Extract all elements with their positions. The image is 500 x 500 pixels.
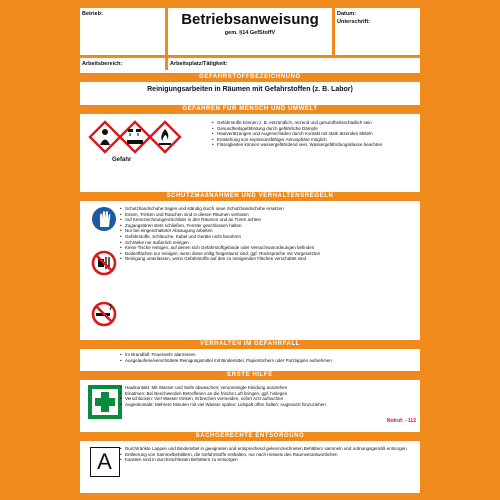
list-item: • Ausgelaufene/verschüttete Reinigungsmittel mit Bindemittel, Papiertüchern oder Putzlappen aufnehmen (120, 358, 418, 364)
list-item: • Durchtränkte Lappen und Bindemittel in geeigneten und entsprechend gekennzeichneten Behältern sammeln und ordnungsgemäß entsorgen (120, 446, 418, 452)
list-item: • Hautverätzungen und Augenschäden durch Kontakt mit stark ätzenden Mitteln (212, 131, 416, 137)
list-item: • Keine Tische reinigen, auf denen sich Gefahrstoffgebinde oder Versuchsanordnungen befinden (120, 245, 418, 251)
section-heading-gefahrstoff: GEFAHRSTOFFBEZEICHNUNG (80, 73, 420, 82)
list-item: • Entleerung von Sammelbehältern, die Gefahrstoffe enthalten, nur nach Hinweis des Raumverantwortlichen (120, 452, 418, 458)
no-smoking-icon (93, 303, 115, 325)
page-subtitle: gem. §14 GefStoffV (224, 30, 276, 36)
no-eating-drinking-icon (93, 252, 115, 274)
list-item: • Einatmen: Bei Beschwerden Betroffenen an die frische Luft bringen, ggf. hinlegen (120, 391, 418, 397)
first-aid-list (120, 385, 418, 407)
sheet-body (80, 8, 420, 493)
hazard-list (212, 120, 416, 148)
datum-label: Datum: (337, 11, 356, 17)
emergency-number: Notruf: - 112 (386, 418, 416, 424)
section-heading-gefahren: GEFAHREN FÜR MENSCH UND UMWELT (80, 105, 420, 114)
list-item: • Schutzhandschuhe tragen und ständig durch neue Schutzhandschuhe ersetzen (120, 206, 418, 212)
section-heading-entsorgung: SACHGERECHTE ENTSORGUNG (80, 432, 420, 441)
arbeitsplatz-label: Arbeitsplatz/Tätigkeit: (170, 61, 228, 67)
first-aid-pictogram (88, 385, 122, 419)
disposal-letter: A (97, 449, 112, 474)
first-aid-cross-icon (88, 385, 122, 419)
datum-field[interactable] (335, 8, 420, 55)
list-item: • Im Brandfall: Feuerwehr alarmieren (120, 352, 418, 358)
flame-icon (150, 122, 180, 152)
arbeitsbereich-field[interactable] (80, 58, 165, 70)
protection-list (120, 206, 418, 262)
list-item: • Augenkontakt: Mehrere Minuten mit viel Wasser spülen; Lidspalt offen halten; Augenarzt hinzuziehen (120, 402, 418, 408)
list-item: • Kanülen sind in durchstichfesten Behältern zu entsorgen (120, 457, 418, 463)
arbeitsplatz-field[interactable] (168, 58, 420, 70)
list-item: • Entstehung von explosionsfähiger Atmosphäre möglich (212, 137, 416, 143)
title-block (168, 8, 332, 55)
corrosion-icon (120, 122, 150, 152)
gloves-required-icon (92, 207, 116, 231)
emergency-list (120, 352, 418, 363)
disposal-pictogram (90, 447, 120, 477)
divider (165, 8, 168, 55)
disposal-list (120, 446, 418, 463)
list-item: • Nur bei eingeschalteter Absaugung arbeiten (120, 228, 418, 234)
ghs-pictograms (88, 120, 183, 180)
list-item: • Essen, Trinken und Rauchen sind in diesen Räumen verboten (120, 212, 418, 218)
list-item: • Reinigung unterlassen, wenn Gefahrstoffe auf den zu reinigenden Flächen verschüttet sind (120, 256, 418, 262)
list-item: • Gefahrstoffe, Schläuche, Kabel und Geräte nicht berühren (120, 234, 418, 240)
arbeitsbereich-label: Arbeitsbereich: (82, 61, 123, 67)
betrieb-label: Betrieb: (82, 11, 103, 17)
list-item: • Gefahrstoffe können z. B. entzündlich, reizend und gesundheitsschädlich sein (212, 120, 416, 126)
list-item: • Flüssigkeiten können wassergefährdend sein, Wassergefährdungsklasse beachten (212, 142, 416, 148)
betrieb-field[interactable] (80, 8, 165, 55)
list-item: • Auf Kennzeichnungen/Schilder in den Räumen und an Türen achten (120, 217, 418, 223)
page-title: Betriebsanweisung (181, 11, 319, 28)
list-item: • Bodenflächen nur reinigen, wenn diese völlig freigeräumt sind; ggf. Rücksprache mit Vorgesetzten (120, 251, 418, 257)
list-item: • Schränke nur äußerlich reinigen (120, 240, 418, 246)
substance-name: Reinigungsarbeiten in Räumen mit Gefahrstoffen (z. B. Labor) (147, 86, 353, 93)
list-item: • Hautkontakt: Mit Wasser und Seife abwaschen; verunreinigte Kleidung ausziehen (120, 385, 418, 391)
unterschrift-label: Unterschrift: (337, 19, 371, 25)
protection-pictograms (90, 206, 120, 356)
list-item: • Gesundheitsgefährdung durch gefährliche Dämpfe (212, 126, 416, 132)
section-heading-erstehilfe: ERSTE HILFE (80, 371, 420, 380)
list-item: • Verschlucken: Viel Wasser trinken, Erbrechen vermeiden, sofort Arzt aufsuchen (120, 396, 418, 402)
divider (332, 8, 335, 55)
signal-word: Gefahr (112, 157, 132, 163)
list-item: • Zugangstüren stets schließen, Fenster geschlossen halten (120, 223, 418, 229)
health-hazard-icon (90, 122, 120, 152)
section-heading-schutz: SCHUTZMAßNAHMEN UND VERHALTENSREGELN (80, 192, 420, 201)
section-heading-gefahrfall: VERHALTEN IM GEFAHRFALL (80, 340, 420, 349)
